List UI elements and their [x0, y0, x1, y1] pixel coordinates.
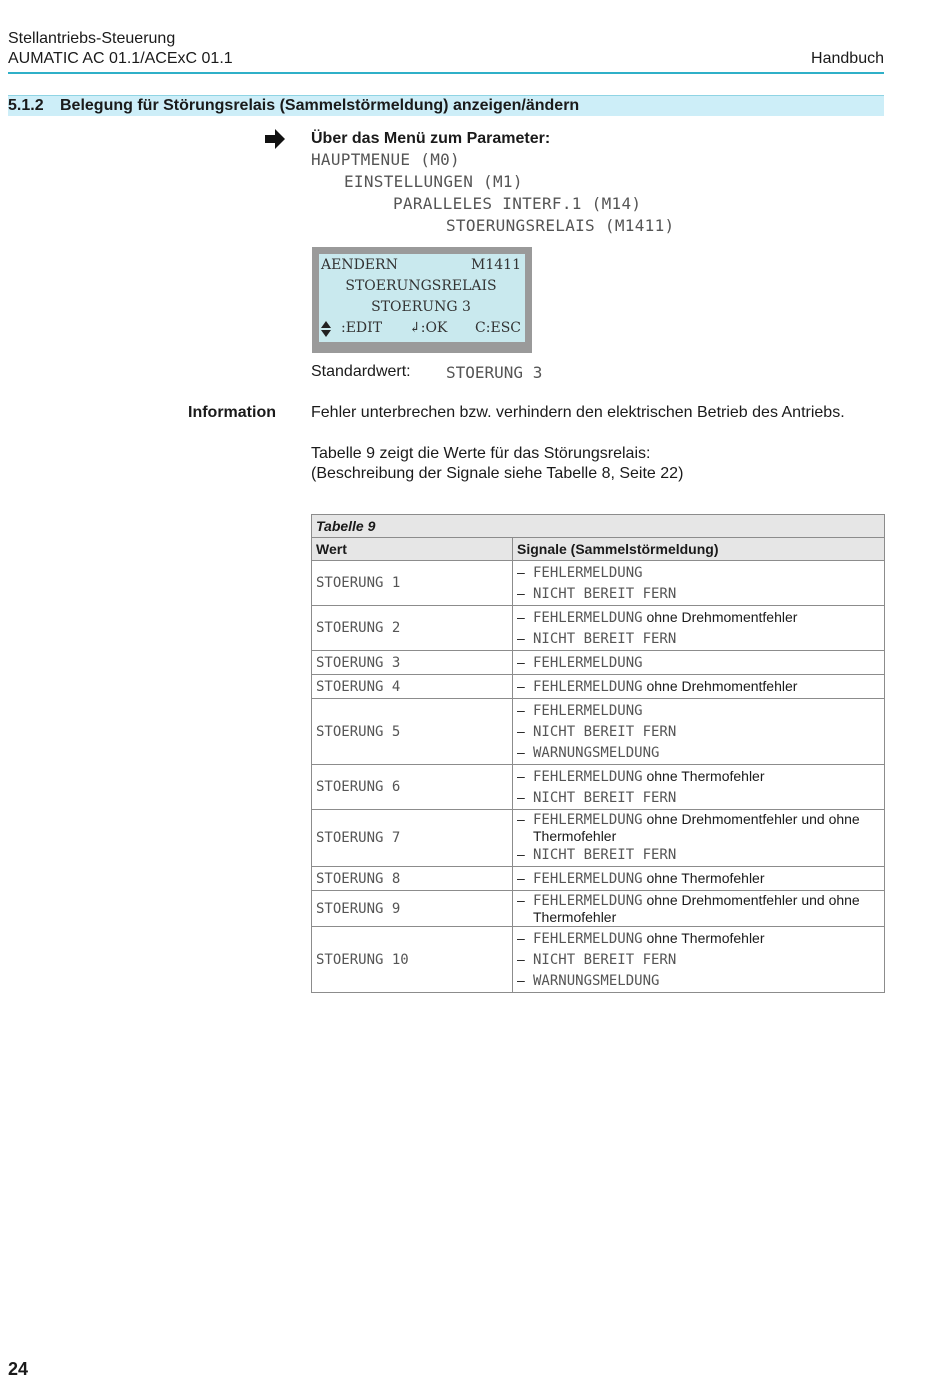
list-dash: –: [517, 789, 525, 805]
lcd-menu-code: M1411: [471, 257, 521, 273]
header-document-type: Handbuch: [811, 50, 884, 67]
cell-signale: [513, 891, 885, 927]
signal-text: [533, 700, 643, 721]
cell-wert: STOERUNG 7: [312, 810, 513, 867]
list-dash: –: [517, 609, 525, 625]
signal-name: FEHLERMELDUNG: [533, 812, 643, 828]
signal-name: FEHLERMELDUNG: [533, 610, 643, 626]
page-number: 24: [8, 1359, 29, 1379]
signal-name: FEHLERMELDUNG: [533, 931, 643, 947]
cell-signale: [513, 927, 885, 993]
cell-wert: STOERUNG 8: [312, 867, 513, 891]
default-value-label: Standardwert:: [311, 363, 411, 380]
column-header-signale: Signale (Sammelstörmeldung): [513, 538, 885, 561]
table-row: [312, 675, 885, 699]
cell-wert: STOERUNG 2: [312, 606, 513, 651]
table-caption: Tabelle 9: [312, 515, 885, 538]
signal-item: [517, 868, 880, 889]
list-dash: –: [517, 630, 525, 646]
signal-name: FEHLERMELDUNG: [533, 871, 643, 887]
signal-text: [533, 787, 676, 808]
menu-path-level-1: EINSTELLUNGEN (M1): [344, 172, 523, 191]
table-row: [312, 867, 885, 891]
signal-name: WARNUNGSMELDUNG: [533, 973, 660, 989]
signal-qualifier: ohne Thermofehler: [642, 870, 765, 886]
list-dash: –: [517, 930, 525, 946]
signal-name: NICHT BEREIT FERN: [533, 631, 677, 647]
signal-name: NICHT BEREIT FERN: [533, 724, 677, 740]
lcd-mode-label: AENDERN: [321, 257, 398, 273]
signal-text: [533, 628, 676, 649]
menu-path-level-0: HAUPTMENUE (M0): [311, 150, 460, 169]
signal-text: [533, 844, 676, 865]
signal-text: [533, 652, 643, 673]
cell-wert: STOERUNG 4: [312, 675, 513, 699]
list-dash: –: [517, 723, 525, 739]
lcd-display: [312, 247, 532, 353]
column-header-wert: Wert: [312, 538, 513, 561]
signal-qualifier: ohne Drehmomentfehler und ohne Thermofehler: [533, 811, 860, 844]
signal-text: [533, 562, 643, 583]
signal-item: [517, 892, 880, 925]
table-row: [312, 927, 885, 993]
signal-text: [533, 607, 797, 628]
header-divider: [8, 72, 884, 74]
signal-item: [517, 700, 880, 721]
cell-signale: [513, 867, 885, 891]
table-row: [312, 606, 885, 651]
lcd-row-mode: [321, 255, 521, 276]
list-dash: –: [517, 678, 525, 694]
header-product-line: Stellantriebs-Steuerung: [8, 30, 176, 47]
menu-path-level-2: PARALLELES INTERF.1 (M14): [393, 194, 642, 213]
lcd-esc-hint: C:ESC: [475, 320, 521, 336]
signal-qualifier: ohne Drehmomentfehler und ohne Thermofehler: [533, 892, 860, 925]
cell-signale: [513, 810, 885, 867]
section-title: Belegung für Störungsrelais (Sammelstörmeldung) anzeigen/ändern: [60, 97, 580, 114]
section-number: 5.1.2: [8, 97, 44, 114]
arrow-right-icon: [264, 128, 286, 150]
table-intro-text: Tabelle 9 zeigt die Werte für das Störungsrelais:: [311, 445, 651, 462]
signal-name: FEHLERMELDUNG: [533, 655, 643, 671]
cell-wert: STOERUNG 3: [312, 651, 513, 675]
signal-item: [517, 562, 880, 583]
cell-wert: STOERUNG 1: [312, 561, 513, 606]
list-dash: –: [517, 846, 525, 862]
list-dash: –: [517, 768, 525, 784]
signal-text: [533, 970, 659, 991]
signal-item: [517, 949, 880, 970]
table-row: [312, 561, 885, 606]
signal-qualifier: ohne Drehmomentfehler: [642, 609, 798, 625]
lcd-softkey-row: [321, 318, 521, 339]
table-row: [312, 651, 885, 675]
list-dash: –: [517, 870, 525, 886]
signal-name: NICHT BEREIT FERN: [533, 790, 677, 806]
cell-wert: STOERUNG 5: [312, 699, 513, 765]
signal-item: [517, 811, 880, 844]
signal-name: NICHT BEREIT FERN: [533, 952, 677, 968]
signal-item: [517, 766, 880, 787]
header-model-line: AUMATIC AC 01.1/ACExC 01.1: [8, 50, 233, 67]
list-dash: –: [517, 585, 525, 601]
signal-item: [517, 742, 880, 763]
lcd-parameter-value: STOERUNG 3: [371, 299, 471, 315]
signal-item: [517, 628, 880, 649]
signal-item: [517, 721, 880, 742]
information-label: Information: [188, 404, 276, 421]
signal-text: [533, 949, 676, 970]
table-row: [312, 891, 885, 927]
signal-text: [533, 742, 659, 763]
signal-name: FEHLERMELDUNG: [533, 769, 643, 785]
signal-text: [533, 583, 676, 604]
cell-wert: STOERUNG 10: [312, 927, 513, 993]
signal-item: [517, 583, 880, 604]
signal-name: NICHT BEREIT FERN: [533, 586, 677, 602]
signal-item: [517, 787, 880, 808]
signal-item: [517, 676, 880, 697]
cell-signale: [513, 765, 885, 810]
table-row: [312, 765, 885, 810]
cell-signale: [513, 675, 885, 699]
signal-qualifier: ohne Drehmomentfehler: [642, 678, 798, 694]
signal-name: FEHLERMELDUNG: [533, 565, 643, 581]
signal-name: NICHT BEREIT FERN: [533, 847, 677, 863]
table-intro-reference: (Beschreibung der Signale siehe Tabelle 8, Seite 22): [311, 465, 684, 482]
list-dash: –: [517, 654, 525, 670]
signal-item: [517, 607, 880, 628]
signal-text: [533, 676, 797, 697]
cell-signale: [513, 651, 885, 675]
lcd-edit-hint: :EDIT: [341, 320, 383, 336]
signal-item: [517, 844, 880, 865]
default-value: STOERUNG 3: [446, 363, 543, 382]
cell-signale: [513, 561, 885, 606]
signal-text: [533, 766, 765, 787]
table-row: [312, 699, 885, 765]
cell-signale: [513, 606, 885, 651]
signal-text: [533, 868, 765, 889]
list-dash: –: [517, 564, 525, 580]
table-body: [312, 561, 885, 993]
menu-path-level-3: STOERUNGSRELAIS (M1411): [446, 216, 675, 235]
cell-wert: STOERUNG 6: [312, 765, 513, 810]
section-heading: [8, 95, 884, 116]
up-down-arrows-icon: [321, 321, 331, 337]
table-row: [312, 810, 885, 867]
signal-qualifier: ohne Thermofehler: [642, 930, 765, 946]
signal-text: [533, 928, 765, 949]
signal-name: FEHLERMELDUNG: [533, 893, 643, 909]
cell-wert: STOERUNG 9: [312, 891, 513, 927]
list-dash: –: [517, 892, 525, 908]
menu-path-title: Über das Menü zum Parameter:: [311, 130, 551, 147]
list-dash: –: [517, 744, 525, 760]
signal-item: [517, 652, 880, 673]
list-dash: –: [517, 951, 525, 967]
signal-item: [517, 970, 880, 991]
list-dash: –: [517, 972, 525, 988]
list-dash: –: [517, 702, 525, 718]
signal-name: FEHLERMELDUNG: [533, 703, 643, 719]
signal-name: WARNUNGSMELDUNG: [533, 745, 660, 761]
lcd-screen: [319, 254, 525, 342]
fault-relay-table: [311, 514, 885, 993]
signal-text: [533, 811, 880, 844]
signal-name: FEHLERMELDUNG: [533, 679, 643, 695]
signal-text: [533, 721, 676, 742]
cell-signale: [513, 699, 885, 765]
information-text: Fehler unterbrechen bzw. verhindern den elektrischen Betrieb des Antriebs.: [311, 404, 845, 421]
lcd-parameter-name: STOERUNGSRELAIS: [345, 278, 497, 294]
signal-qualifier: ohne Thermofehler: [642, 768, 765, 784]
list-dash: –: [517, 811, 525, 827]
signal-text: [533, 892, 880, 925]
signal-item: [517, 928, 880, 949]
lcd-ok-hint: ↲:OK: [409, 320, 448, 336]
